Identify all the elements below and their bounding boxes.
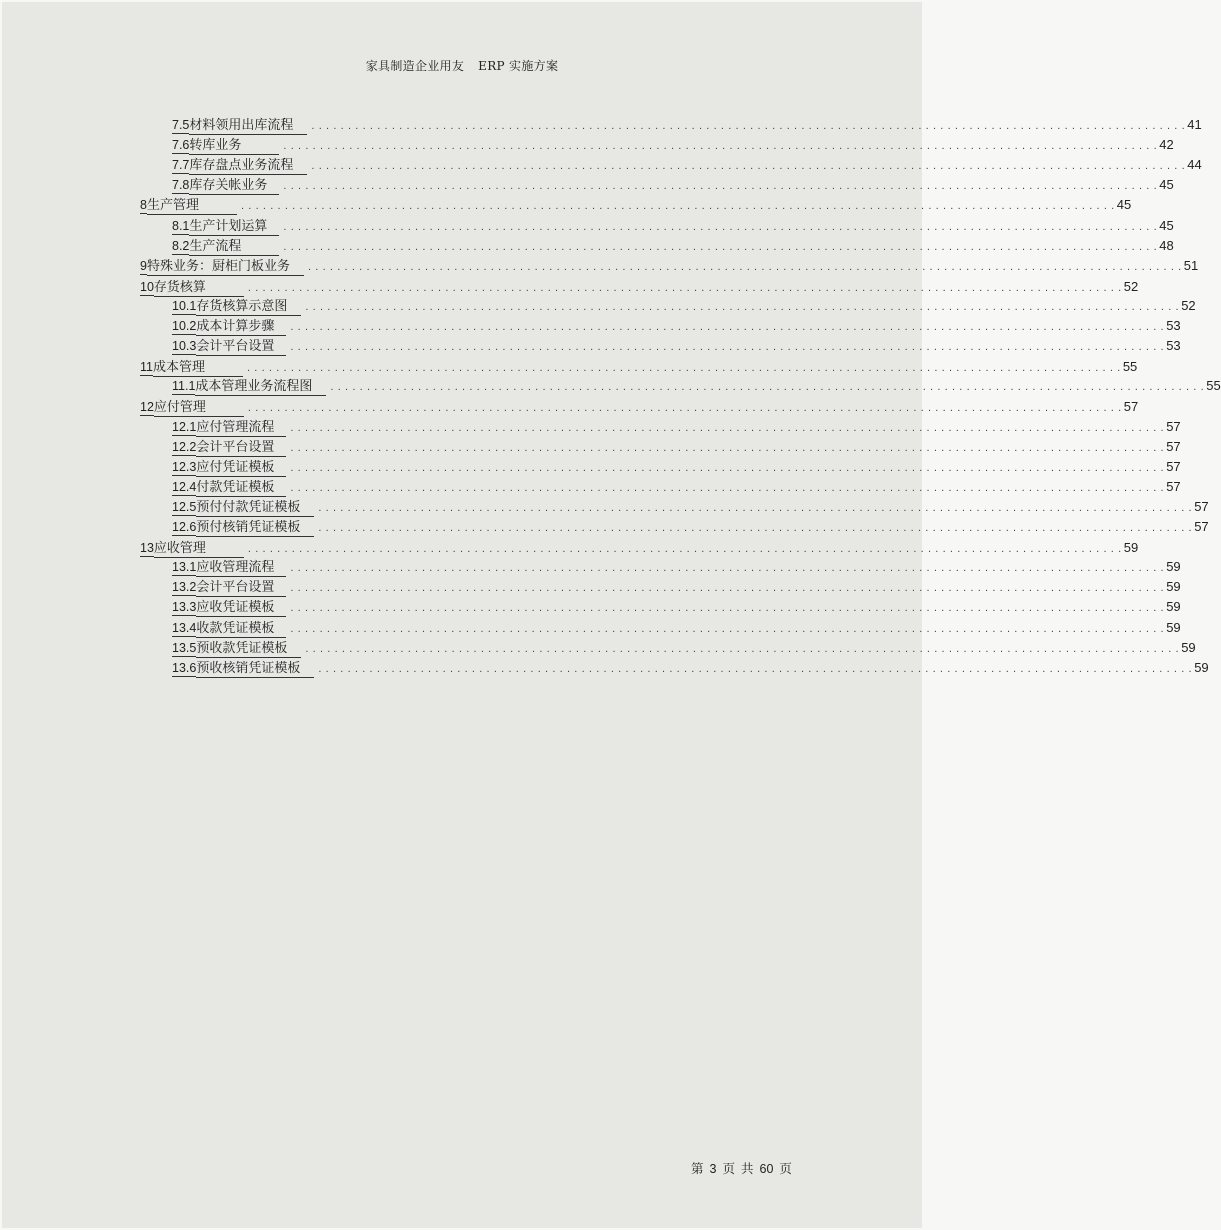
- toc-entry-title[interactable]: 收款凭证模板: [196, 621, 286, 638]
- toc-leader-dots: . . . . . . . . . . . . . . . . . . . . . . . . . . . . . . . . . . . . . . . . . . . . . . . . . . . . . . . . . . . . . . . . . . . . . . . . . . . . . . . . . . . . . . . . . . . . . . . . . . . . . . . . . . . . . . . . . . . . . . . .: [311, 160, 1186, 173]
- toc-entry-page[interactable]: 59: [1166, 599, 1181, 615]
- toc-entry-title[interactable]: 预付付款凭证模板: [196, 500, 314, 517]
- toc-leader-dots: . . . . . . . . . . . . . . . . . . . . . . . . . . . . . . . . . . . . . . . . . . . . . . . . . . . . . . . . . . . . . . . . . . . . . . . . . . . . . . . . . . . . . . . . . . . . . . . . . . . . . . . . . . . . . . . . . . . . . . . .: [290, 622, 1165, 635]
- toc-entry-page[interactable]: 44: [1187, 157, 1202, 173]
- toc-entry[interactable]: [172, 658, 1209, 678]
- document-page: [2, 2, 1221, 1228]
- toc-entry-page[interactable]: 41: [1187, 117, 1202, 132]
- toc-entry[interactable]: [172, 316, 1181, 336]
- toc-entry-number[interactable]: 7.5: [172, 118, 190, 132]
- toc-entry-title[interactable]: 特殊业务：厨柜门板业务: [147, 259, 304, 276]
- toc-entry-number[interactable]: 13.1: [172, 560, 197, 575]
- toc-leader-dots: . . . . . . . . . . . . . . . . . . . . . . . . . . . . . . . . . . . . . . . . . . . . . . . . . . . . . . . . . . . . . . . . . . . . . . . . . . . . . . . . . . . . . . . . . . . . . . . . . . . . . . . . . . . . . . . . . . . . . . . .: [318, 662, 1193, 675]
- toc-entry[interactable]: [172, 155, 1202, 175]
- footer-di: 第: [691, 1161, 704, 1176]
- toc-entry-number[interactable]: 11: [140, 360, 153, 375]
- toc-entry[interactable]: [172, 296, 1196, 316]
- toc-entry-page[interactable]: 57: [1166, 418, 1181, 434]
- toc-entry-page[interactable]: 42: [1159, 137, 1174, 153]
- toc-leader-dots: . . . . . . . . . . . . . . . . . . . . . . . . . . . . . . . . . . . . . . . . . . . . . . . . . . . . . . . . . . . . . . . . . . . . . . . . . . . . . . . . . . . . . . . . . . . . . . . . . . . . . . . . . . . . . . . . . . . . . . . .: [290, 481, 1165, 494]
- toc-leader-dots: . . . . . . . . . . . . . . . . . . . . . . . . . . . . . . . . . . . . . . . . . . . . . . . . . . . . . . . . . . . . . . . . . . . . . . . . . . . . . . . . . . . . . . . . . . . . . . . . . . . . . . . . . . . . . . . . . . . . . . . .: [247, 402, 1122, 415]
- toc-entry[interactable]: [172, 216, 1174, 236]
- toc-leader-dots: . . . . . . . . . . . . . . . . . . . . . . . . . . . . . . . . . . . . . . . . . . . . . . . . . . . . . . . . . . . . . . . . . . . . . . . . . . . . . . . . . . . . . . . . . . . . . . . . . . . . . . . . . . . . . . . . . . . . . . . .: [247, 362, 1121, 375]
- toc-entry-number[interactable]: 8.2: [172, 238, 190, 253]
- footer-current-page: 3: [709, 1162, 717, 1176]
- toc-entry-number[interactable]: 8.1: [172, 218, 190, 233]
- toc-entry-title[interactable]: 应收凭证模板: [196, 600, 286, 617]
- toc-entry-title[interactable]: 生产流程: [189, 239, 279, 256]
- toc-entry-page[interactable]: 57: [1194, 519, 1209, 534]
- toc-entry-number[interactable]: 10.3: [172, 339, 197, 354]
- toc-leader-dots: . . . . . . . . . . . . . . . . . . . . . . . . . . . . . . . . . . . . . . . . . . . . . . . . . . . . . . . . . . . . . . . . . . . . . . . . . . . . . . . . . . . . . . . . . . . . . . . . . . . . . . . . . . . . . . . . . . . . . . . .: [290, 582, 1165, 595]
- toc-leader-dots: . . . . . . . . . . . . . . . . . . . . . . . . . . . . . . . . . . . . . . . . . . . . . . . . . . . . . . . . . . . . . . . . . . . . . . . . . . . . . . . . . . . . . . . . . . . . . . . . . . . . . . . . . . . . . . . . . . . . . . . .: [290, 321, 1165, 333]
- toc-entry-number[interactable]: 13.5: [172, 640, 197, 655]
- toc-entry-page[interactable]: 57: [1166, 478, 1181, 494]
- toc-entry[interactable]: [172, 457, 1181, 477]
- toc-entry-page[interactable]: 45: [1159, 177, 1174, 193]
- toc-entry-number[interactable]: 7.6: [172, 138, 190, 153]
- toc-leader-dots: . . . . . . . . . . . . . . . . . . . . . . . . . . . . . . . . . . . . . . . . . . . . . . . . . . . . . . . . . . . . . . . . . . . . . . . . . . . . . . . . . . . . . . . . . . . . . . . . . . . . . . . . . . . . . . . . . . . . . . . .: [290, 421, 1165, 434]
- toc-entry-title[interactable]: 成本管理业务流程图: [195, 379, 326, 396]
- header-title-erp: ERP 实施方案: [478, 59, 559, 73]
- toc-entry[interactable]: [172, 135, 1174, 155]
- toc-entry-title[interactable]: 库存盘点业务流程: [189, 158, 307, 175]
- toc-leader-dots: . . . . . . . . . . . . . . . . . . . . . . . . . . . . . . . . . . . . . . . . . . . . . . . . . . . . . . . . . . . . . . . . . . . . . . . . . . . . . . . . . . . . . . . . . . . . . . . . . . . . . . . . . . . . . . . . . . . . . . . .: [305, 300, 1180, 313]
- toc-entry-page[interactable]: 53: [1166, 338, 1181, 354]
- toc-leader-dots: . . . . . . . . . . . . . . . . . . . . . . . . . . . . . . . . . . . . . . . . . . . . . . . . . . . . . . . . . . . . . . . . . . . . . . . . . . . . . . . . . . . . . . . . . . . . . . . . . . . . . . . . . . . . . . . . . . . . . . . .: [318, 522, 1193, 534]
- toc-entry-page[interactable]: 55: [1122, 359, 1138, 375]
- toc-entry-page[interactable]: 57: [1166, 458, 1181, 474]
- toc-leader-dots: . . . . . . . . . . . . . . . . . . . . . . . . . . . . . . . . . . . . . . . . . . . . . . . . . . . . . . . . . . . . . . . . . . . . . . . . . . . . . . . . . . . . . . . . . . . . . . . . . . . . . . . . . . . . . . . . . . . . . . . .: [311, 120, 1186, 132]
- toc-entry-number[interactable]: 7.8: [172, 178, 190, 193]
- toc-leader-dots: . . . . . . . . . . . . . . . . . . . . . . . . . . . . . . . . . . . . . . . . . . . . . . . . . . . . . . . . . . . . . . . . . . . . . . . . . . . . . . . . . . . . . . . . . . . . . . . . . . . . . . . . . . . . . . . . . . . . . . . .: [283, 140, 1158, 153]
- toc-entry-title[interactable]: 应收管理: [154, 541, 244, 558]
- footer-ye-end: 页: [779, 1161, 792, 1176]
- toc-entry-number[interactable]: 10: [140, 279, 154, 294]
- toc-entry-number[interactable]: 13.2: [172, 580, 197, 595]
- toc-entry[interactable]: [172, 175, 1174, 195]
- footer-ye: 页: [722, 1161, 735, 1176]
- toc-entry-number[interactable]: 12.5: [172, 499, 197, 514]
- toc-entry[interactable]: [172, 497, 1209, 517]
- toc-entry-title[interactable]: 会计平台设置: [196, 440, 286, 457]
- toc-leader-dots: . . . . . . . . . . . . . . . . . . . . . . . . . . . . . . . . . . . . . . . . . . . . . . . . . . . . . . . . . . . . . . . . . . . . . . . . . . . . . . . . . . . . . . . . . . . . . . . . . . . . . . . . . . . . . . . . . . . . . . . .: [290, 461, 1165, 474]
- toc-entry-title[interactable]: 会计平台设置: [196, 339, 286, 356]
- toc-entry[interactable]: [140, 537, 1139, 557]
- toc-entry-title[interactable]: 会计平台设置: [196, 580, 286, 597]
- toc-entry-number[interactable]: 9: [140, 258, 147, 273]
- toc-leader-dots: . . . . . . . . . . . . . . . . . . . . . . . . . . . . . . . . . . . . . . . . . . . . . . . . . . . . . . . . . . . . . . . . . . . . . . . . . . . . . . . . . . . . . . . . . . . . . . . . . . . . . . . . . . . . . . . . . . . . . . . .: [290, 602, 1165, 615]
- toc-entry-number[interactable]: 8: [140, 198, 147, 213]
- toc-leader-dots: . . . . . . . . . . . . . . . . . . . . . . . . . . . . . . . . . . . . . . . . . . . . . . . . . . . . . . . . . . . . . . . . . . . . . . . . . . . . . . . . . . . . . . . . . . . . . . . . . . . . . . . . . . . . . . . . . . . . . . . .: [307, 260, 1182, 273]
- toc-entry[interactable]: [172, 236, 1174, 256]
- toc-entry-page[interactable]: 52: [1123, 278, 1139, 294]
- toc-entry-number[interactable]: 13.3: [172, 600, 197, 615]
- toc-leader-dots: . . . . . . . . . . . . . . . . . . . . . . . . . . . . . . . . . . . . . . . . . . . . . . . . . . . . . . . . . . . . . . . . . . . . . . . . . . . . . . . . . . . . . . . . . . . . . . . . . . . . . . . . . . . . . . . . . . . . . . . .: [290, 441, 1165, 454]
- toc-entry-title[interactable]: 付款凭证模板: [196, 480, 286, 497]
- footer-total-pages: 60: [759, 1162, 774, 1176]
- toc-entry-page[interactable]: 59: [1181, 639, 1196, 655]
- toc-leader-dots: . . . . . . . . . . . . . . . . . . . . . . . . . . . . . . . . . . . . . . . . . . . . . . . . . . . . . . . . . . . . . . . . . . . . . . . . . . . . . . . . . . . . . . . . . . . . . . . . . . . . . . . . . . . . . . . . . . . . . . . .: [247, 543, 1122, 556]
- toc-leader-dots: . . . . . . . . . . . . . . . . . . . . . . . . . . . . . . . . . . . . . . . . . . . . . . . . . . . . . . . . . . . . . . . . . . . . . . . . . . . . . . . . . . . . . . . . . . . . . . . . . . . . . . . . . . . . . . . . . . . . . . . .: [330, 381, 1205, 394]
- toc-entry-number[interactable]: 7.7: [172, 158, 190, 173]
- toc-entry-title[interactable]: 成本管理: [153, 360, 243, 377]
- toc-entry[interactable]: [172, 517, 1209, 537]
- toc-entry[interactable]: [172, 577, 1181, 597]
- toc-entry-page[interactable]: 57: [1123, 399, 1139, 415]
- toc-entry-title[interactable]: 生产管理: [147, 198, 237, 215]
- toc-entry-title[interactable]: 预收核销凭证模板: [196, 661, 314, 678]
- toc-entry-title[interactable]: 应付管理: [154, 400, 244, 417]
- page-header: [2, 57, 922, 74]
- toc-entry-number[interactable]: 12: [140, 400, 154, 415]
- toc-entry[interactable]: [172, 417, 1181, 437]
- toc-entry[interactable]: [172, 376, 1221, 396]
- toc-entry-title[interactable]: 转库业务: [189, 138, 279, 155]
- toc-entry-title[interactable]: 应收管理流程: [196, 560, 286, 577]
- toc-entry-number[interactable]: 13.6: [172, 660, 197, 675]
- page-footer: [691, 1159, 798, 1177]
- toc-entry[interactable]: [140, 276, 1139, 296]
- toc-entry[interactable]: [172, 477, 1181, 497]
- toc-entry[interactable]: [140, 256, 1199, 276]
- toc-leader-dots: . . . . . . . . . . . . . . . . . . . . . . . . . . . . . . . . . . . . . . . . . . . . . . . . . . . . . . . . . . . . . . . . . . . . . . . . . . . . . . . . . . . . . . . . . . . . . . . . . . . . . . . . . . . . . . . . . . . . . . . .: [305, 642, 1180, 655]
- toc-entry-number[interactable]: 11.1: [172, 379, 196, 394]
- toc-leader-dots: . . . . . . . . . . . . . . . . . . . . . . . . . . . . . . . . . . . . . . . . . . . . . . . . . . . . . . . . . . . . . . . . . . . . . . . . . . . . . . . . . . . . . . . . . . . . . . . . . . . . . . . . . . . . . . . . . . . . . . . .: [283, 220, 1158, 233]
- toc-leader-dots: . . . . . . . . . . . . . . . . . . . . . . . . . . . . . . . . . . . . . . . . . . . . . . . . . . . . . . . . . . . . . . . . . . . . . . . . . . . . . . . . . . . . . . . . . . . . . . . . . . . . . . . . . . . . . . . . . . . . . . . .: [283, 240, 1158, 253]
- toc-entry-page[interactable]: 45: [1116, 197, 1132, 213]
- toc-entry[interactable]: [172, 638, 1196, 658]
- toc-leader-dots: . . . . . . . . . . . . . . . . . . . . . . . . . . . . . . . . . . . . . . . . . . . . . . . . . . . . . . . . . . . . . . . . . . . . . . . . . . . . . . . . . . . . . . . . . . . . . . . . . . . . . . . . . . . . . . . . . . . . . . . .: [290, 562, 1165, 575]
- toc-entry-page[interactable]: 48: [1159, 237, 1174, 253]
- toc-entry-page[interactable]: 59: [1166, 559, 1181, 575]
- toc-entry-page[interactable]: 57: [1166, 438, 1181, 454]
- toc-entry-title[interactable]: 应付管理流程: [196, 420, 286, 437]
- toc-leader-dots: . . . . . . . . . . . . . . . . . . . . . . . . . . . . . . . . . . . . . . . . . . . . . . . . . . . . . . . . . . . . . . . . . . . . . . . . . . . . . . . . . . . . . . . . . . . . . . . . . . . . . . . . . . . . . . . . . . . . . . . .: [240, 200, 1115, 213]
- toc-entry-page[interactable]: 57: [1194, 498, 1209, 514]
- toc-entry-page[interactable]: 52: [1181, 297, 1196, 313]
- toc-entry-number[interactable]: 10.2: [172, 319, 197, 333]
- header-title-cn: 家具制造企业用友: [365, 59, 465, 73]
- toc-entry-title[interactable]: 应付凭证模板: [196, 460, 286, 477]
- toc-entry-number[interactable]: 13: [140, 541, 154, 556]
- toc-leader-dots: . . . . . . . . . . . . . . . . . . . . . . . . . . . . . . . . . . . . . . . . . . . . . . . . . . . . . . . . . . . . . . . . . . . . . . . . . . . . . . . . . . . . . . . . . . . . . . . . . . . . . . . . . . . . . . . . . . . . . . . .: [318, 501, 1193, 514]
- toc-entry-page[interactable]: 59: [1166, 579, 1181, 595]
- toc-entry-page[interactable]: 55: [1206, 378, 1221, 394]
- toc-entry-title[interactable]: 材料领用出库流程: [189, 118, 307, 135]
- toc-entry[interactable]: [172, 597, 1181, 617]
- toc-entry-title[interactable]: 预收款凭证模板: [196, 641, 301, 658]
- toc-entry[interactable]: [140, 195, 1132, 215]
- toc-entry[interactable]: [172, 557, 1181, 577]
- toc-entry[interactable]: [172, 437, 1181, 457]
- toc-entry-number[interactable]: 12.4: [172, 479, 197, 494]
- toc-leader-dots: . . . . . . . . . . . . . . . . . . . . . . . . . . . . . . . . . . . . . . . . . . . . . . . . . . . . . . . . . . . . . . . . . . . . . . . . . . . . . . . . . . . . . . . . . . . . . . . . . . . . . . . . . . . . . . . . . . . . . . . .: [283, 180, 1158, 193]
- toc-leader-dots: . . . . . . . . . . . . . . . . . . . . . . . . . . . . . . . . . . . . . . . . . . . . . . . . . . . . . . . . . . . . . . . . . . . . . . . . . . . . . . . . . . . . . . . . . . . . . . . . . . . . . . . . . . . . . . . . . . . . . . . .: [247, 281, 1122, 294]
- toc-entry-page[interactable]: 59: [1123, 540, 1139, 556]
- toc-entry-title[interactable]: 库存关帐业务: [189, 178, 279, 195]
- toc-entry-page[interactable]: 59: [1194, 659, 1209, 675]
- toc-entry[interactable]: [172, 618, 1181, 638]
- toc-entry-number[interactable]: 12.6: [172, 520, 197, 534]
- toc-entry[interactable]: [140, 396, 1139, 416]
- toc-entry-title[interactable]: 成本计算步骤: [196, 319, 286, 336]
- toc-entry-title[interactable]: 生产计划运算: [189, 219, 279, 236]
- toc-entry-title[interactable]: 存货核算: [154, 280, 244, 297]
- toc-entry-page[interactable]: 53: [1166, 318, 1181, 333]
- toc-entry-title[interactable]: 存货核算示意图: [196, 299, 301, 316]
- toc-entry[interactable]: [140, 356, 1138, 376]
- footer-gong: 共: [740, 1161, 754, 1176]
- toc-entry[interactable]: [172, 336, 1181, 356]
- toc-entry-number[interactable]: 12.1: [172, 419, 197, 434]
- toc-entry-page[interactable]: 59: [1166, 619, 1181, 635]
- toc-entry-page[interactable]: 45: [1159, 217, 1174, 233]
- toc-entry[interactable]: [172, 115, 1202, 135]
- toc-entry-number[interactable]: 13.4: [172, 620, 197, 635]
- toc-entry-number[interactable]: 12.2: [172, 439, 197, 454]
- toc-leader-dots: . . . . . . . . . . . . . . . . . . . . . . . . . . . . . . . . . . . . . . . . . . . . . . . . . . . . . . . . . . . . . . . . . . . . . . . . . . . . . . . . . . . . . . . . . . . . . . . . . . . . . . . . . . . . . . . . . . . . . . . .: [290, 341, 1165, 354]
- toc-entry-number[interactable]: 10.1: [172, 298, 197, 313]
- toc-entry-page[interactable]: 51: [1183, 257, 1199, 273]
- toc-entry-title[interactable]: 预付核销凭证模板: [196, 520, 314, 537]
- toc-entry-number[interactable]: 12.3: [172, 459, 197, 474]
